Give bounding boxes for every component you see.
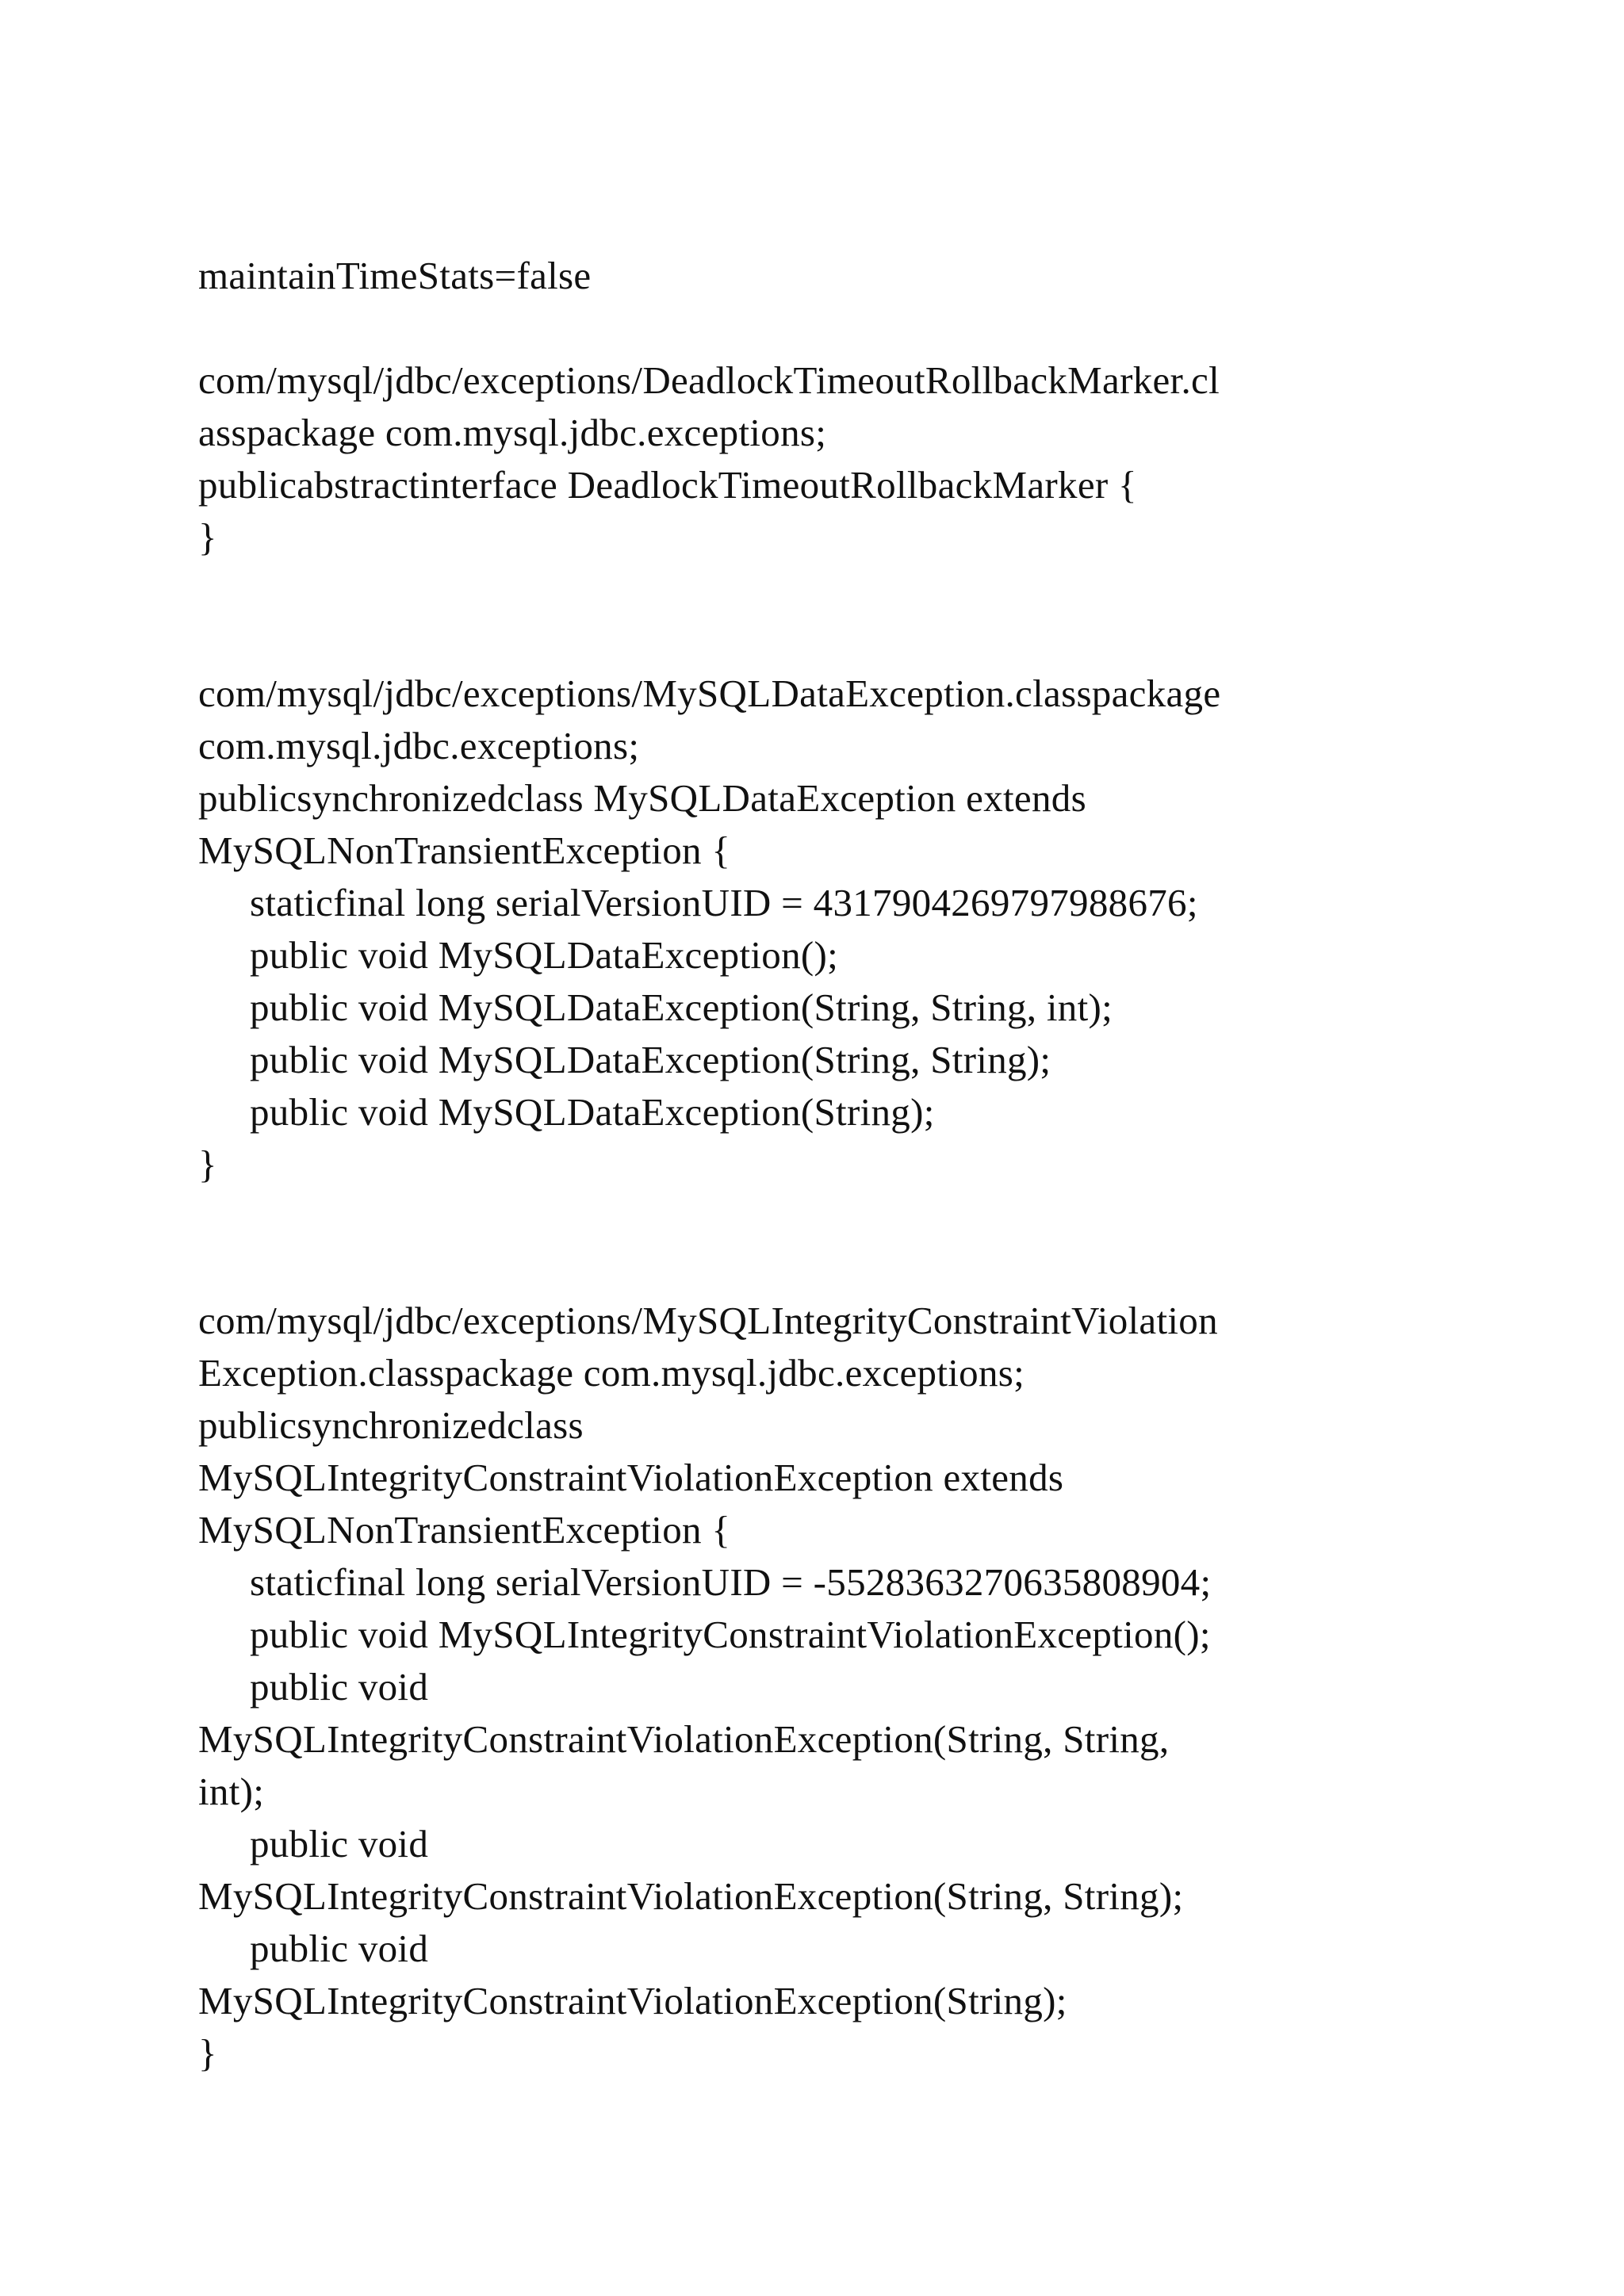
text-line: publicsynchronizedclass MySQLDataException extends [198,776,1086,820]
text-line: public void MySQLDataException(); [250,933,839,977]
text-line: public void MySQLDataException(String); [250,1090,935,1134]
text-line: asspackage com.mysql.jdbc.exceptions; [198,411,827,454]
text-line: MySQLIntegrityConstraintViolationException extends [198,1456,1064,1499]
text-line: public void [250,1822,429,1866]
text-line: public void [250,1665,429,1709]
text-line: } [198,1142,217,1186]
text-line: com/mysql/jdbc/exceptions/DeadlockTimeoutRollbackMarker.cl [198,358,1220,402]
text-line: public void MySQLDataException(String, String, int); [250,985,1113,1029]
text-line: staticfinal long serialVersionUID = -5528363270635808904; [250,1560,1212,1604]
text-line: } [198,515,217,559]
text-line: publicabstractinterface DeadlockTimeoutRollbackMarker { [198,463,1137,507]
text-line: MySQLIntegrityConstraintViolationException(String, String, [198,1717,1170,1761]
text-line: MySQLNonTransientException { [198,1508,731,1552]
text-line: com/mysql/jdbc/exceptions/MySQLDataException.classpackage [198,672,1221,715]
text-line: staticfinal long serialVersionUID = 4317904269797988676; [250,881,1198,924]
text-line: MySQLIntegrityConstraintViolationException(String, String); [198,1874,1184,1918]
text-line: public void MySQLIntegrityConstraintViolationException(); [250,1613,1211,1656]
text-line: public void [250,1927,429,1970]
text-line: com.mysql.jdbc.exceptions; [198,724,640,767]
text-line: public void MySQLDataException(String, String); [250,1038,1051,1081]
text-line: com/mysql/jdbc/exceptions/MySQLIntegrityConstraintViolation [198,1299,1218,1342]
text-line: MySQLNonTransientException { [198,828,731,872]
text-line: } [198,2031,217,2075]
text-line: Exception.classpackage com.mysql.jdbc.exceptions; [198,1351,1025,1395]
text-line: MySQLIntegrityConstraintViolationException(String); [198,1979,1067,2022]
text-line: maintainTimeStats=false [198,254,592,297]
text-line: publicsynchronizedclass [198,1403,584,1447]
text-line: int); [198,1770,265,1813]
